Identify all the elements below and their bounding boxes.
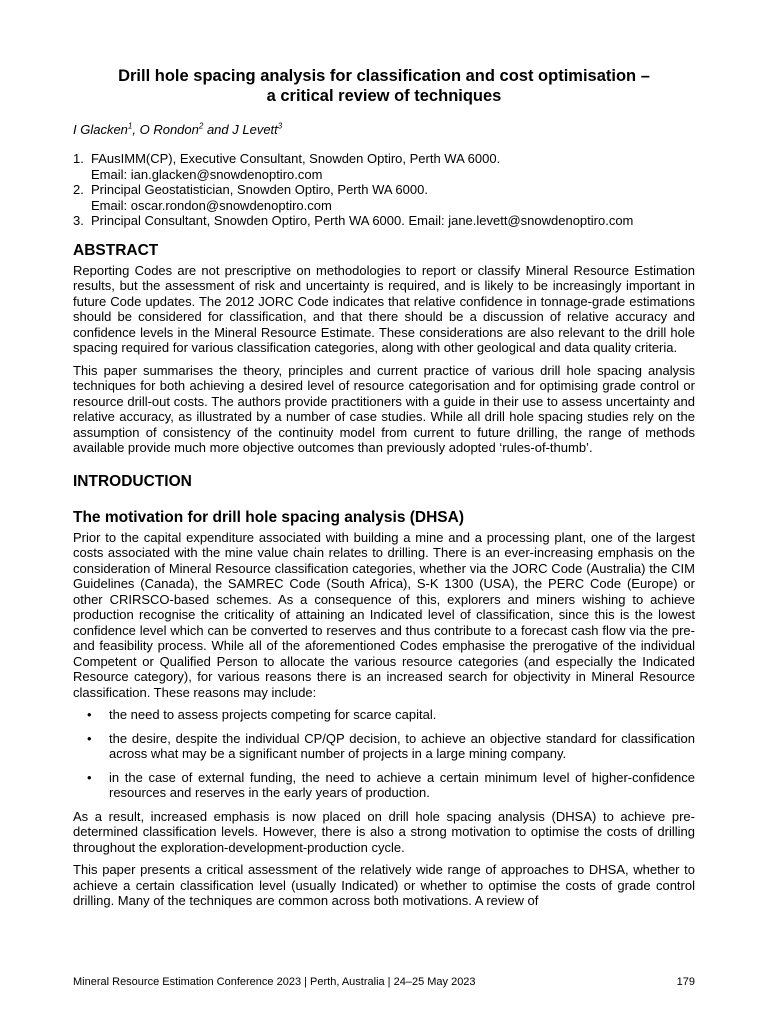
affiliation-text: Principal Geostatistician, Snowden Optiro, Perth WA 6000. <box>91 182 428 197</box>
author-name: J Levett <box>232 122 278 137</box>
author-affiliation-marker: 3 <box>277 121 283 131</box>
paper-page <box>73 66 695 916</box>
list-item-text: the desire, despite the individual CP/QP decision, to achieve an objective standard for classification across what may be a significant number of projects in a large mining company. <box>109 730 695 761</box>
list-item-text: in the case of external funding, the need to achieve a certain minimum level of higher-confidence resources and reserves in the early years of production. <box>109 769 695 800</box>
reasons-list <box>73 707 695 801</box>
affiliation-email: Email: oscar.rondon@snowdenoptiro.com <box>91 197 332 213</box>
affiliation-list <box>73 151 695 229</box>
bullet-icon: • <box>87 730 92 746</box>
affiliation-item <box>73 213 695 229</box>
list-item <box>73 770 695 801</box>
affiliation-text: FAusIMM(CP), Executive Consultant, Snowden Optiro, Perth WA 6000. <box>91 151 501 166</box>
author-list <box>73 122 695 138</box>
abstract-heading: ABSTRACT <box>73 241 159 259</box>
abstract-paragraph-2: This paper summarises the theory, principles and current practice of various drill hole spacing analysis techniques for both achieving a desired level of resource categorisation and for optimising grade control or resource drill-out costs. The authors provide practitioners with a guide in their use to assess uncertainty and relative accuracy, as illustrated by a number of case studies. While all drill hole spacing studies rely on the assumption of consistency of the continuity model from current to future drilling, the range of methods available provide much more objective outcomes than previously adopted ‘rules-of-thumb’. <box>73 362 695 455</box>
author-affiliation-marker: 1 <box>127 121 133 131</box>
affiliation-item <box>73 151 695 182</box>
list-item <box>73 707 695 723</box>
list-item-text: the need to assess projects competing for scarce capital. <box>109 707 437 722</box>
title-line-2: a critical review of techniques <box>266 87 502 105</box>
motivation-subheading: The motivation for drill hole spacing analysis (DHSA) <box>73 508 465 526</box>
author-separator: and <box>203 122 233 137</box>
affiliation-text: Principal Consultant, Snowden Optiro, Perth WA 6000. Email: jane.levett@snowdenoptiro.com <box>91 213 634 228</box>
bullet-icon: • <box>87 769 92 785</box>
author-name: O Rondon <box>139 122 199 137</box>
affiliation-item <box>73 182 695 213</box>
introduction-paragraph-2: As a result, increased emphasis is now placed on drill hole spacing analysis (DHSA) to achieve pre-determined classification levels. However, there is also a strong motivation to optimise the costs of drilling throughout the exploration-development-production cycle. <box>73 808 695 855</box>
affiliation-number: 3. <box>73 213 84 228</box>
affiliation-number: 2. <box>73 182 84 197</box>
introduction-paragraph-3: This paper presents a critical assessment of the relatively wide range of approaches to DHSA, whether to achieve a certain classification level (usually Indicated) or whether to optimise the costs of grade control drilling. Many of the techniques are common across both motivations. A review of <box>73 862 695 908</box>
conference-footer-text: Mineral Resource Estimation Conference 2023 | Perth, Australia | 24–25 May 2023 <box>73 976 476 988</box>
introduction-heading: INTRODUCTION <box>73 472 192 490</box>
title-line-1: Drill hole spacing analysis for classification and cost optimisation – <box>118 67 650 85</box>
author-name: I Glacken <box>73 122 128 137</box>
page-footer <box>73 975 695 989</box>
author-separator: , <box>132 122 140 137</box>
author-affiliation-marker: 2 <box>198 121 204 131</box>
page-number: 179 <box>676 976 695 988</box>
affiliation-number: 1. <box>73 151 84 166</box>
abstract-paragraph-1: Reporting Codes are not prescriptive on methodologies to report or classify Mineral Resource Estimation results, but the assessment of risk and uncertainty is required, and is likely to be increasingly important in future Code updates. The 2012 JORC Code indicates that relative confidence in tonnage-grade estimations should be considered for classification, and that there should be a discussion of relative accuracy and confidence levels in the Mineral Resource Estimate. These considerations are also relevant to the drill hole spacing required for various classification categories, along with other geological and data quality criteria. <box>73 262 695 355</box>
bullet-icon: • <box>87 707 92 722</box>
introduction-paragraph-1: Prior to the capital expenditure associated with building a mine and a processing plant, one of the largest costs associated with the mine value chain relates to drilling. There is an ever-increasing emphasis on the consideration of Mineral Resource classification categories, whether via the JORC Code (Australia) the CIM Guidelines (Canada), the SAMREC Code (South Africa), S-K 1300 (USA), the PERC Code (Europe) or other CRIRSCO-based schemes. As a consequence of this, explorers and miners wishing to achieve production recognise the criticality of attaining an Indicated level of classification, since this is the lowest confidence level which can be converted to reserves and thus contribute to a forecast cash flow via the pre- and feasibility process. While all of the aforementioned Codes emphasise the prerogative of the individual Competent or Qualified Person to allocate the various resource categories (and especially the Indicated Resource category), for various reasons there is an increased search for objectivity in Mineral Resource classification. These reasons may include: <box>73 529 695 700</box>
list-item <box>73 731 695 762</box>
paper-title <box>73 66 695 106</box>
affiliation-email: Email: ian.glacken@snowdenoptiro.com <box>91 166 323 182</box>
